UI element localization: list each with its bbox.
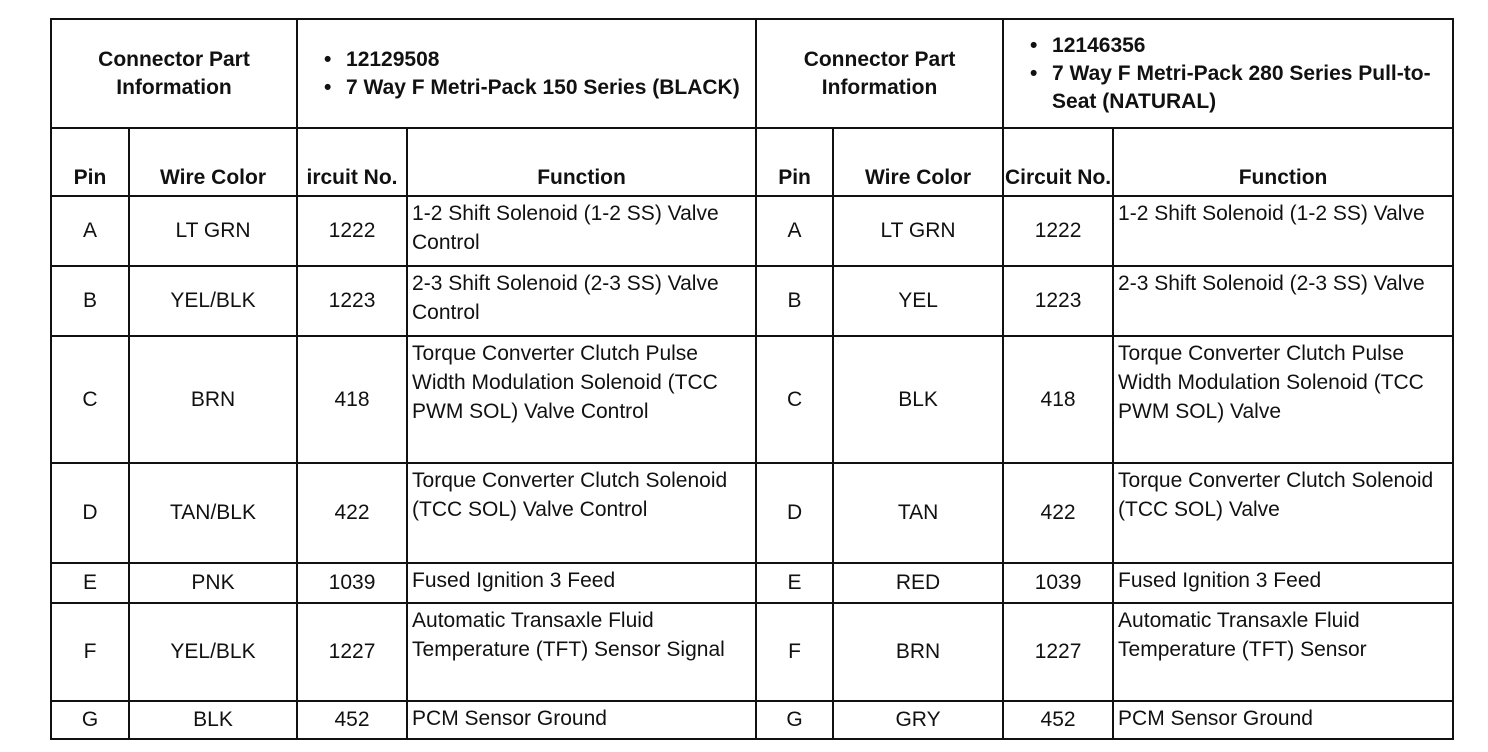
wire-color-cell: YEL (833, 266, 1003, 336)
circuit-cell: 1227 (1003, 603, 1113, 701)
circuit-no-header: Circuit No. (1003, 128, 1113, 196)
table-row (757, 563, 1453, 603)
wire-color-cell: RED (833, 563, 1003, 603)
function-cell: 2-3 Shift Solenoid (2-3 SS) Valve (1113, 266, 1453, 336)
wire-color-cell: BRN (833, 603, 1003, 701)
table-row (51, 701, 756, 739)
connector-description: • 7 Way F Metri-Pack 280 Series Pull-to-Seat (NATURAL) (1030, 60, 1444, 116)
function-cell: 1-2 Shift Solenoid (1-2 SS) Valve (1113, 196, 1453, 266)
wire-color-cell: YEL/BLK (129, 603, 297, 701)
table-row (757, 196, 1453, 266)
table-row (51, 336, 756, 463)
circuit-cell: 1223 (1003, 266, 1113, 336)
circuit-cell: 422 (1003, 463, 1113, 563)
function-cell: Automatic Transaxle Fluid Temperature (TFT) Sensor (1113, 603, 1453, 701)
table-row (51, 563, 756, 603)
connector-part-info-label: Connector Part Information (757, 19, 1003, 128)
pin-cell: C (757, 336, 833, 463)
wire-color-cell: YEL/BLK (129, 266, 297, 336)
circuit-cell: 1222 (1003, 196, 1113, 266)
circuit-cell: 422 (297, 463, 407, 563)
table-row (51, 463, 756, 563)
wire-color-cell: BLK (833, 336, 1003, 463)
function-cell: Torque Converter Clutch Pulse Width Modulation Solenoid (TCC PWM SOL) Valve Control (407, 336, 756, 463)
function-cell: 2-3 Shift Solenoid (2-3 SS) Valve Control (407, 266, 756, 336)
function-cell: PCM Sensor Ground (407, 701, 756, 739)
function-cell: Automatic Transaxle Fluid Temperature (TFT) Sensor Signal (407, 603, 756, 701)
wire-color-header: Wire Color (129, 128, 297, 196)
table-row (51, 266, 756, 336)
pin-cell: F (51, 603, 129, 701)
function-cell: Fused Ignition 3 Feed (407, 563, 756, 603)
table-row (757, 603, 1453, 701)
pin-cell: D (757, 463, 833, 563)
wire-color-header: Wire Color (833, 128, 1003, 196)
part-number: • 12146356 (1030, 32, 1444, 60)
function-header: Function (1113, 128, 1453, 196)
table-row (757, 336, 1453, 463)
function-cell: Torque Converter Clutch Pulse Width Modulation Solenoid (TCC PWM SOL) Valve (1113, 336, 1453, 463)
connector-part-details (1003, 19, 1453, 128)
pin-cell: D (51, 463, 129, 563)
wire-color-cell: LT GRN (129, 196, 297, 266)
wire-color-cell: GRY (833, 701, 1003, 739)
pin-cell: G (757, 701, 833, 739)
connector-table-left (50, 18, 757, 740)
table-row (757, 463, 1453, 563)
wire-color-cell: LT GRN (833, 196, 1003, 266)
circuit-cell: 418 (297, 336, 407, 463)
wire-color-cell: PNK (129, 563, 297, 603)
connector-table-right (757, 18, 1454, 740)
wire-color-cell: BLK (129, 701, 297, 739)
connector-part-details (297, 19, 756, 128)
circuit-cell: 1227 (297, 603, 407, 701)
circuit-no-header: ircuit No. (297, 128, 407, 196)
pin-cell: G (51, 701, 129, 739)
table-row (51, 603, 756, 701)
pin-header: Pin (757, 128, 833, 196)
circuit-cell: 1039 (1003, 563, 1113, 603)
pin-cell: A (51, 196, 129, 266)
function-cell: PCM Sensor Ground (1113, 701, 1453, 739)
table-row (757, 266, 1453, 336)
circuit-cell: 452 (297, 701, 407, 739)
wire-color-cell: TAN/BLK (129, 463, 297, 563)
pin-cell: B (51, 266, 129, 336)
pin-cell: A (757, 196, 833, 266)
connector-description: • 7 Way F Metri-Pack 150 Series (BLACK) (324, 74, 747, 102)
circuit-cell: 1222 (297, 196, 407, 266)
pin-cell: B (757, 266, 833, 336)
function-cell: Torque Converter Clutch Solenoid (TCC SOL) Valve Control (407, 463, 756, 563)
wire-color-cell: TAN (833, 463, 1003, 563)
function-cell: 1-2 Shift Solenoid (1-2 SS) Valve Control (407, 196, 756, 266)
pin-cell: E (51, 563, 129, 603)
circuit-cell: 418 (1003, 336, 1113, 463)
function-cell: Fused Ignition 3 Feed (1113, 563, 1453, 603)
function-header: Function (407, 128, 756, 196)
table-row (51, 196, 756, 266)
wire-color-cell: BRN (129, 336, 297, 463)
part-number: • 12129508 (324, 46, 747, 74)
pin-cell: F (757, 603, 833, 701)
connector-tables (50, 18, 1454, 740)
circuit-cell: 1223 (297, 266, 407, 336)
circuit-cell: 1039 (297, 563, 407, 603)
pin-cell: E (757, 563, 833, 603)
pin-header: Pin (51, 128, 129, 196)
function-cell: Torque Converter Clutch Solenoid (TCC SOL) Valve (1113, 463, 1453, 563)
connector-part-info-label: Connector Part Information (51, 19, 297, 128)
circuit-cell: 452 (1003, 701, 1113, 739)
pin-cell: C (51, 336, 129, 463)
table-row (757, 701, 1453, 739)
